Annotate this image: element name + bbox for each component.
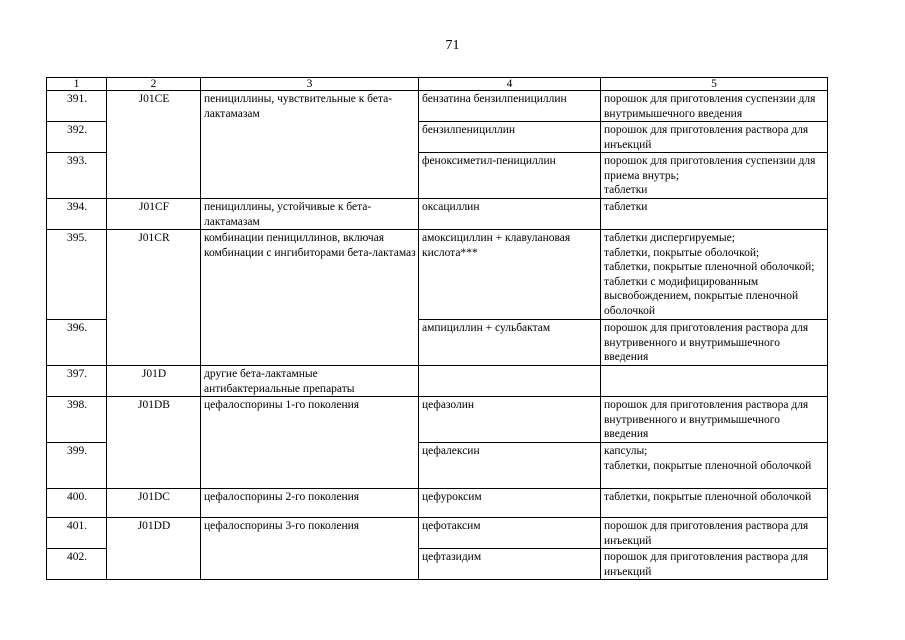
drug-name: цефуроксим: [419, 489, 601, 518]
row-number: 399.: [47, 443, 107, 489]
drug-name: амоксициллин + клавулановая кислота***: [419, 230, 601, 320]
column-header-3: 3: [201, 78, 419, 91]
dosage-form: [601, 443, 828, 489]
dosage-form: порошок для приготовления раствора для инъекций: [601, 549, 828, 580]
row-number: 395.: [47, 230, 107, 320]
dosage-form-line: таблетки: [604, 184, 648, 196]
dosage-form: [601, 230, 828, 320]
dosage-form-line: таблетки, покрытые оболочкой;: [604, 246, 760, 259]
dosage-form: таблетки, покрытые пленочной оболочкой: [601, 489, 828, 518]
dosage-form: [601, 153, 828, 199]
row-number: 401.: [47, 518, 107, 549]
atc-code: J01DD: [107, 518, 201, 580]
dosage-form: порошок для приготовления раствора для инъекций: [601, 518, 828, 549]
row-number: 392.: [47, 122, 107, 153]
column-header-4: 4: [419, 78, 601, 91]
pharmacological-group: цефалоспорины 1-го поколения: [201, 397, 419, 489]
dosage-form-line: порошок для приготовления суспензии для приема внутрь;: [604, 155, 816, 182]
dosage-form-line: капсулы;: [604, 445, 648, 457]
column-header-1: 1: [47, 78, 107, 91]
atc-code: J01CE: [107, 91, 201, 199]
page-number: 71: [445, 38, 460, 53]
table-row: [47, 518, 828, 549]
dosage-form: [601, 366, 828, 397]
drug-name: цефтазидим: [419, 549, 601, 580]
drug-name: цефазолин: [419, 397, 601, 443]
pharmacological-group: комбинации пенициллинов, включая комбинации с ингибиторами бета-лактамаз: [201, 230, 419, 366]
dosage-form-line: таблетки, покрытые пленочной оболочкой: [604, 459, 812, 472]
atc-code: J01CF: [107, 199, 201, 230]
dosage-form: таблетки: [601, 199, 828, 230]
table-header-row: [47, 78, 828, 91]
drug-name: оксациллин: [419, 199, 601, 230]
drug-name: бензатина бензилпенициллин: [419, 91, 601, 122]
pharmacological-group: другие бета-лактамные антибактериальные препараты: [201, 366, 419, 397]
row-number: 391.: [47, 91, 107, 122]
row-number: 393.: [47, 153, 107, 199]
dosage-form: порошок для приготовления раствора для внутривенного и внутримышечного введения: [601, 320, 828, 366]
row-number: 398.: [47, 397, 107, 443]
row-number: 402.: [47, 549, 107, 580]
table-row: [47, 489, 828, 518]
drug-name: цефалексин: [419, 443, 601, 489]
atc-code: J01CR: [107, 230, 201, 366]
atc-code: J01DB: [107, 397, 201, 489]
atc-code: J01DC: [107, 489, 201, 518]
drug-name: цефотаксим: [419, 518, 601, 549]
table-row: [47, 230, 828, 320]
drug-table: [46, 77, 828, 580]
row-number: 396.: [47, 320, 107, 366]
column-header-5: 5: [601, 78, 828, 91]
table-row: [47, 199, 828, 230]
atc-code: J01D: [107, 366, 201, 397]
drug-name: [419, 366, 601, 397]
pharmacological-group: пенициллины, чувствительные к бета-лактамазам: [201, 91, 419, 199]
drug-name: ампициллин + сульбактам: [419, 320, 601, 366]
table-row: [47, 397, 828, 443]
pharmacological-group: цефалоспорины 2-го поколения: [201, 489, 419, 518]
row-number: 394.: [47, 199, 107, 230]
table-row: [47, 366, 828, 397]
pharmacological-group: пенициллины, устойчивые к бета-лактамазам: [201, 199, 419, 230]
dosage-form: порошок для приготовления раствора для внутривенного и внутримышечного введения: [601, 397, 828, 443]
drug-name: феноксиметил-пенициллин: [419, 153, 601, 199]
dosage-form-line: таблетки диспергируемые;: [604, 232, 735, 244]
drug-name: бензилпенициллин: [419, 122, 601, 153]
dosage-form: порошок для приготовления суспензии для внутримышечного введения: [601, 91, 828, 122]
row-number: 400.: [47, 489, 107, 518]
table-row: [47, 91, 828, 122]
row-number: 397.: [47, 366, 107, 397]
dosage-form-line: таблетки, покрытые пленочной оболочкой; таблетки с модифицированным высвобождением, покрытые пленочной оболочкой: [604, 261, 815, 317]
pharmacological-group: цефалоспорины 3-го поколения: [201, 518, 419, 580]
column-header-2: 2: [107, 78, 201, 91]
dosage-form: порошок для приготовления раствора для инъекций: [601, 122, 828, 153]
